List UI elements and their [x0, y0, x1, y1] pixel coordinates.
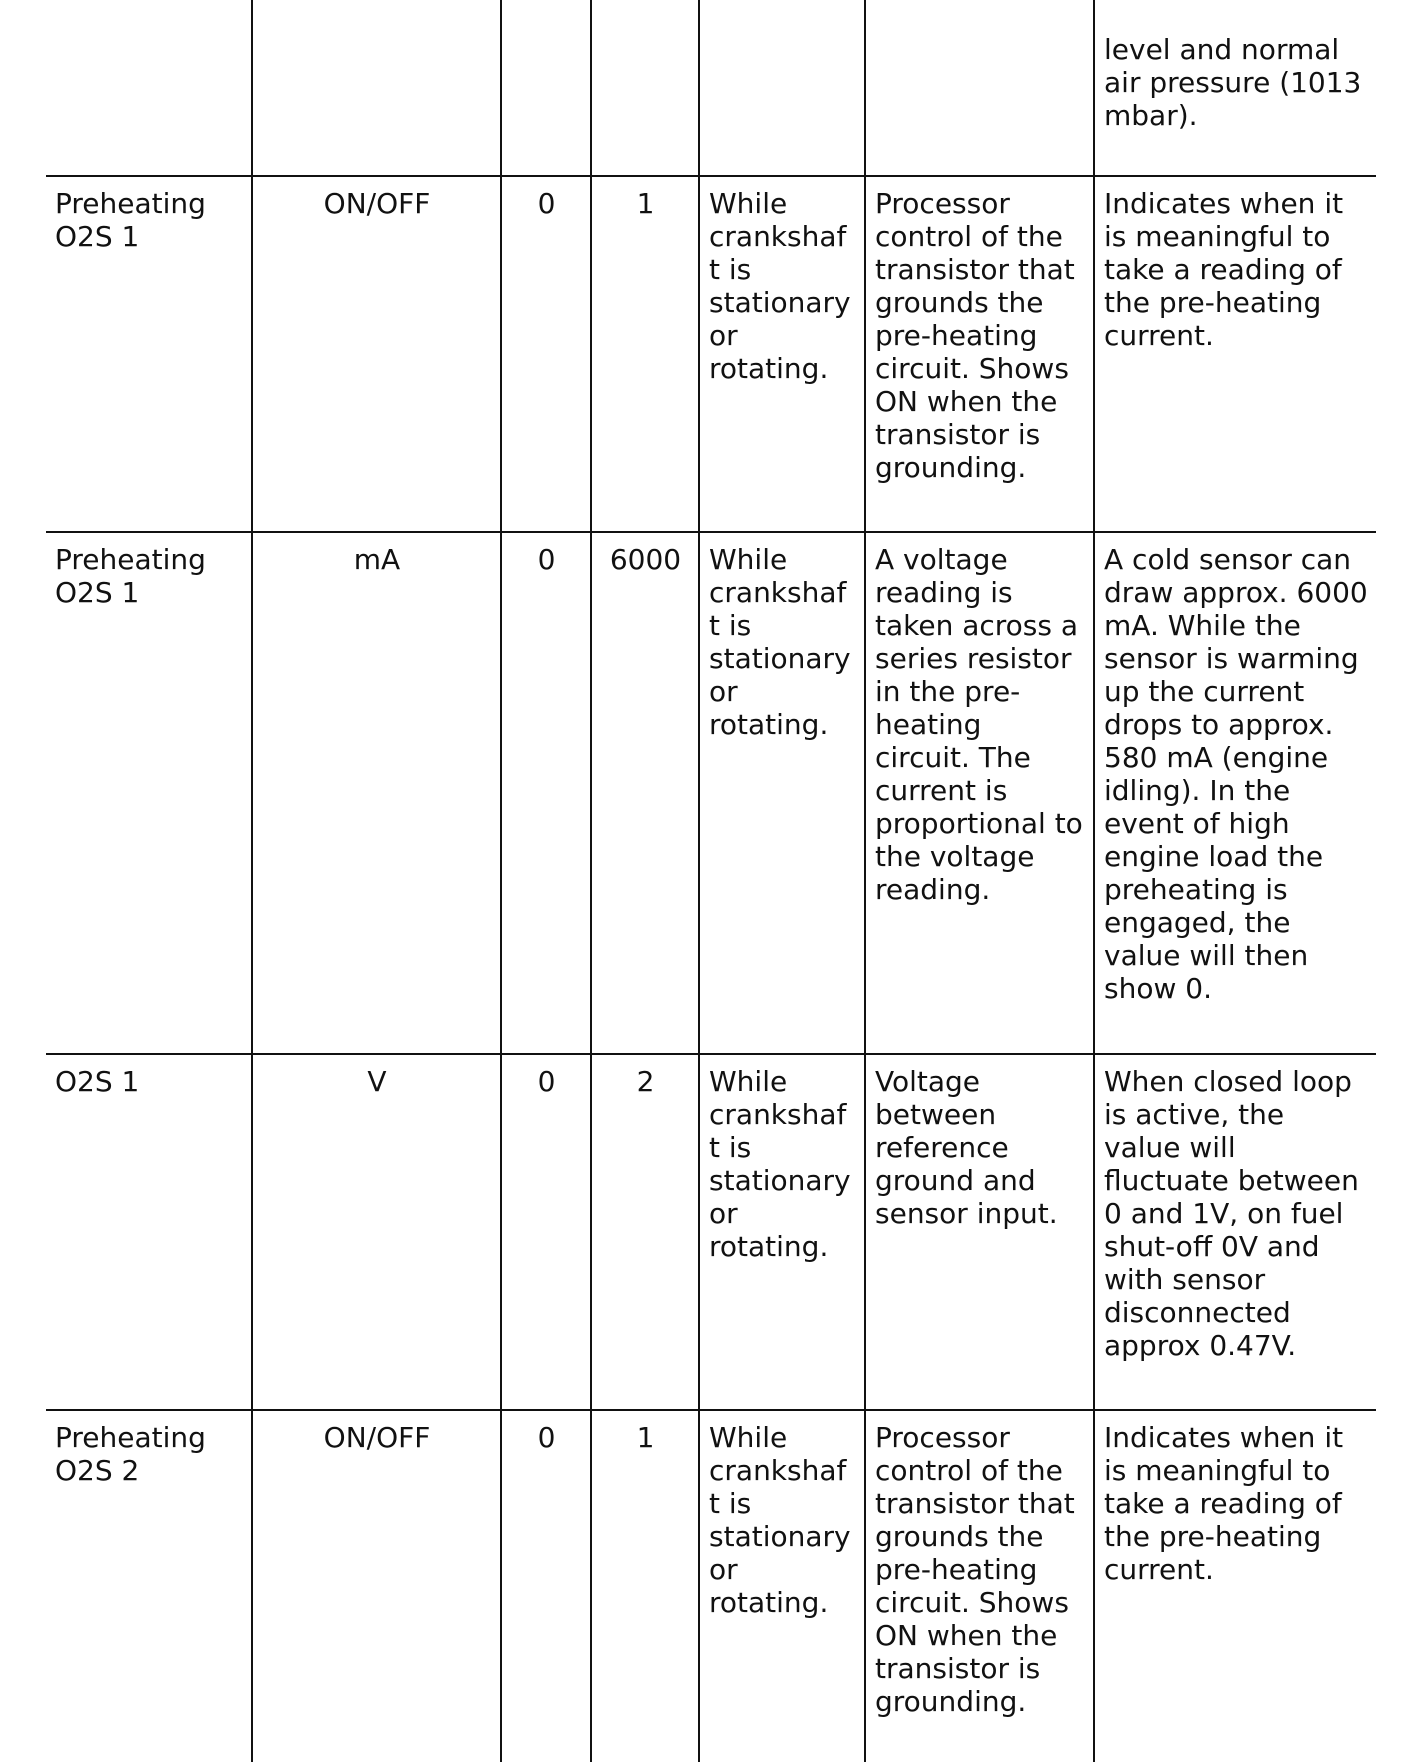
table-row [46, 532, 1376, 1054]
min-cell: 0 [501, 1410, 591, 1762]
min-cell: 0 [501, 532, 591, 1054]
condition-cell [699, 0, 865, 176]
remarks-cell: A cold sensor can draw approx. 6000 mA. While the sensor is warming up the current drops to approx. 580 mA (engine idling). In the event of high engine load the preheating is engaged, the value will then show 0. [1094, 532, 1376, 1054]
condition-cell: While crankshaft is stationary or rotating. [699, 1054, 865, 1410]
max-cell [591, 0, 699, 176]
min-cell: 0 [501, 1054, 591, 1410]
max-cell: 1 [591, 1410, 699, 1762]
unit-cell: ON/OFF [252, 176, 501, 532]
max-cell: 1 [591, 176, 699, 532]
measurement-cell [865, 0, 1094, 176]
condition-cell: While crankshaft is stationary or rotating. [699, 1410, 865, 1762]
unit-cell: ON/OFF [252, 1410, 501, 1762]
max-cell: 2 [591, 1054, 699, 1410]
condition-cell: While crankshaft is stationary or rotating. [699, 176, 865, 532]
unit-cell: mA [252, 532, 501, 1054]
unit-cell [252, 0, 501, 176]
measurement-cell: Processor control of the transistor that grounds the pre-heating circuit. Shows ON when the transistor is grounding. [865, 176, 1094, 532]
parameter-cell: Preheating O2S 2 [55, 1421, 206, 1487]
table-row [46, 176, 1376, 532]
remarks-cell: level and normal air pressure (1013 mbar). [1094, 0, 1376, 176]
remarks-cell: When closed loop is active, the value will fluctuate between 0 and 1V, on fuel shut-off 0V and with sensor disconnected approx 0.47V. [1094, 1054, 1376, 1410]
table-row [46, 1054, 1376, 1410]
measurement-cell: A voltage reading is taken across a series resistor in the pre-heating circuit. The current is proportional to the voltage reading. [865, 532, 1094, 1054]
min-cell [501, 0, 591, 176]
remarks-cell: Indicates when it is meaningful to take a reading of the pre-heating current. [1094, 176, 1376, 532]
parameter-cell [46, 0, 252, 176]
remarks-cell: Indicates when it is meaningful to take a reading of the pre-heating current. [1094, 1410, 1376, 1762]
measurement-cell: Voltage between reference ground and sensor input. [865, 1054, 1094, 1410]
parameter-cell: O2S 1 [46, 1054, 252, 1410]
table-row [46, 1410, 1376, 1762]
max-cell: 6000 [591, 532, 699, 1054]
unit-cell: V [252, 1054, 501, 1410]
parameter-cell: Preheating O2S 1 [46, 176, 252, 532]
table-row [46, 0, 1376, 176]
parameter-table [46, 0, 1376, 1762]
condition-cell: While crankshaft is stationary or rotating. [699, 532, 865, 1054]
measurement-cell: Processor control of the transistor that grounds the pre-heating circuit. Shows ON when the transistor is grounding. [865, 1410, 1094, 1762]
parameter-cell: Preheating O2S 1 [46, 532, 252, 1054]
min-cell: 0 [501, 176, 591, 532]
